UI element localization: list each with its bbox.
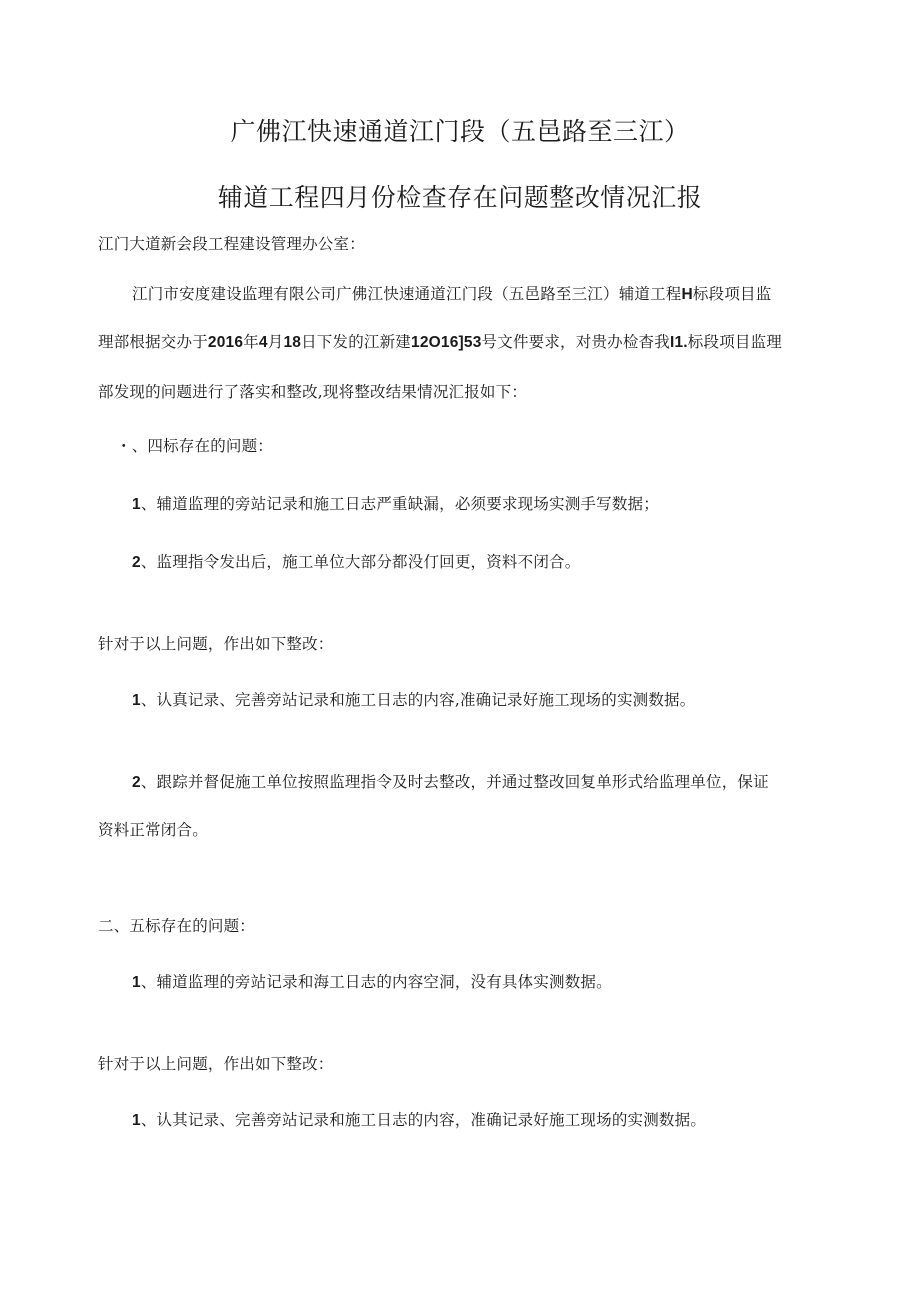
list-number: 1 xyxy=(132,974,141,991)
section-1-problem-1 xyxy=(132,492,659,514)
intro-number: 4 xyxy=(258,334,268,351)
intro-line-3: 部发现的问题进行了落实和整改,现将整改结果情况汇报如下： xyxy=(98,383,528,401)
intro-line-1 xyxy=(132,282,771,304)
intro-number: I1. xyxy=(669,334,688,351)
list-number: 1 xyxy=(132,496,141,513)
list-number: 2 xyxy=(132,554,141,571)
intro-number: 2016 xyxy=(207,334,244,351)
section-1-fix-2 xyxy=(132,770,769,792)
section-1-problem-2 xyxy=(132,550,580,572)
list-text: 、认其记录、完善旁站记录和施工日志的内容，准确记录好施工现场的实测数据。 xyxy=(140,1111,707,1129)
document-title-line-2: 辅道工程四月份检查存在问题整改情况汇报 xyxy=(217,183,703,212)
intro-number: 12O16]53 xyxy=(411,334,482,351)
intro-text: 江门市安度建设监理有限公司广佛江快速通道江门段（五邑路至三江）辅道工程 xyxy=(132,285,682,303)
intro-text: 理部根据交办于 xyxy=(98,333,208,351)
section-2-problem-1 xyxy=(132,970,612,992)
section-1-fix-1 xyxy=(132,688,695,710)
section-1-fix-2-continued: 资料正常闭合。 xyxy=(98,821,208,839)
intro-text: 号文件要求，对贵办检杳我 xyxy=(481,333,670,351)
list-number: 2 xyxy=(132,774,141,791)
intro-line-2 xyxy=(98,330,782,352)
intro-text: 标段项目监理 xyxy=(687,333,782,351)
list-text: 、跟踪并督促施工单位按照监理指令及时去整改，并通过整改回复单形式给监理单位，保证 xyxy=(140,773,769,791)
intro-text: 年 xyxy=(243,333,259,351)
intro-text: 日下发的江新建 xyxy=(301,333,411,351)
intro-text: 标段项目监 xyxy=(692,285,772,303)
intro-text: H xyxy=(681,286,693,303)
section-2-fix-heading: 针对于以上问题，作出如下整改： xyxy=(98,1055,334,1073)
list-text: 、辅道监理的旁站记录和施工日志严重缺漏，必须要求现场实测手写数据； xyxy=(140,495,659,513)
addressee: 江门大道新会段工程建设管理办公室： xyxy=(98,235,365,253)
intro-text: 月 xyxy=(267,333,284,351)
section-2-heading: 二、五标存在的问题： xyxy=(98,917,256,935)
list-number: 1 xyxy=(132,1112,141,1129)
section-1-fix-heading: 针对于以上问题，作出如下整改： xyxy=(98,635,334,653)
list-text: 、认真记录、完善旁站记录和施工日志的内容,准确记录好施工现场的实测数据。 xyxy=(140,691,696,709)
list-number: 1 xyxy=(132,692,141,709)
list-text: 、监理指令发出后，施工单位大部分都没仃回更，资料不闭合。 xyxy=(140,553,581,571)
section-1-heading: ・、四标存在的问题： xyxy=(116,437,274,455)
intro-number: 18 xyxy=(283,334,302,351)
list-text: 、辅道监理的旁站记录和海工日志的内容空洞，没有具体实测数据。 xyxy=(140,973,612,991)
section-2-fix-1 xyxy=(132,1108,706,1130)
document-title-line-1: 广佛江快速通道江门段（五邑路至三江） xyxy=(230,117,690,146)
